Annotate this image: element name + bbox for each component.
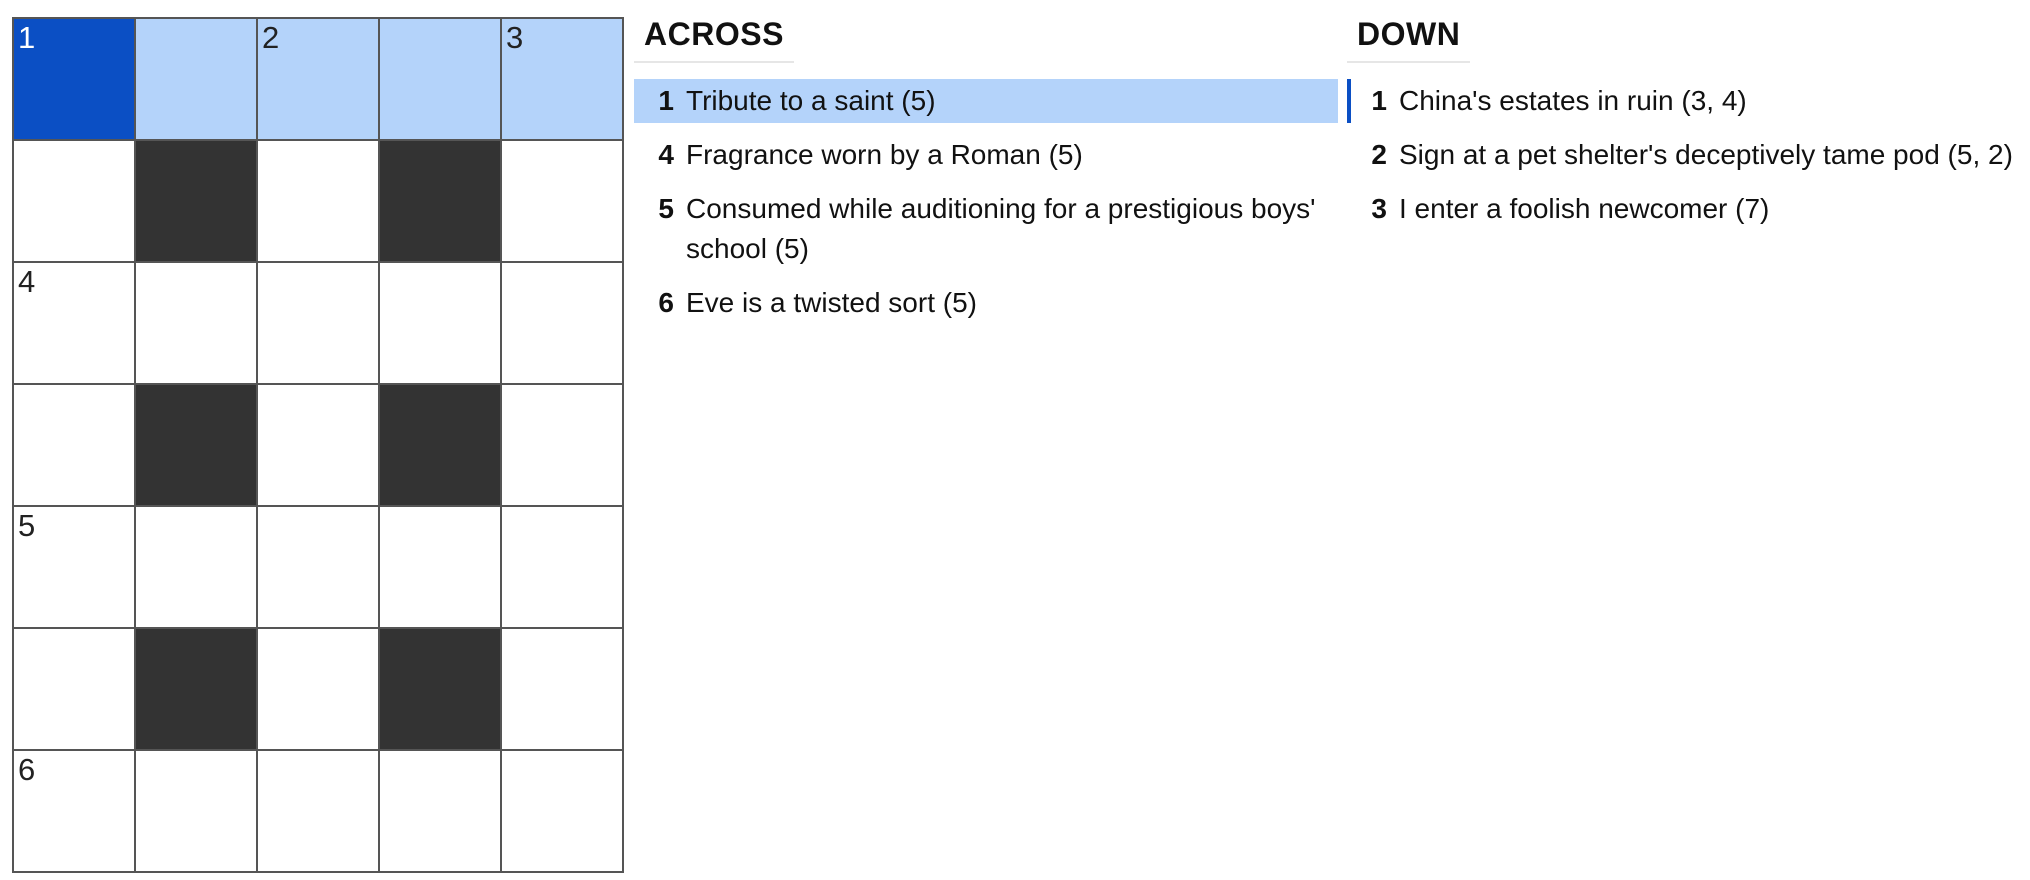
grid-cell[interactable] xyxy=(14,751,134,871)
clue-number: 6 xyxy=(658,287,674,318)
across-clue-5[interactable] xyxy=(634,187,1338,271)
grid-cell[interactable] xyxy=(502,507,622,627)
cell-number: 3 xyxy=(506,20,524,55)
across-clue-6[interactable] xyxy=(634,281,1338,325)
down-clue-3[interactable] xyxy=(1347,187,2027,231)
grid-cell[interactable] xyxy=(258,507,378,627)
down-clue-1[interactable] xyxy=(1347,79,2027,123)
across-clues-panel xyxy=(634,14,1338,335)
clue-text: Sign at a pet shelter's deceptively tame pod (5, 2) xyxy=(1399,139,2013,170)
black-square xyxy=(380,629,500,749)
across-clue-4[interactable] xyxy=(634,133,1338,177)
clue-text: Tribute to a saint (5) xyxy=(686,85,936,116)
down-heading: DOWN xyxy=(1347,14,1470,63)
grid-cell[interactable] xyxy=(258,385,378,505)
crossword-grid xyxy=(12,17,624,873)
grid-cell[interactable] xyxy=(14,629,134,749)
clue-text: I enter a foolish newcomer (7) xyxy=(1399,193,1770,224)
grid-cell[interactable] xyxy=(380,19,500,139)
cell-number: 5 xyxy=(18,508,36,543)
down-clue-list xyxy=(1347,79,2027,231)
grid-cell[interactable] xyxy=(258,263,378,383)
clue-number: 1 xyxy=(1371,85,1387,116)
grid-cell[interactable] xyxy=(136,19,256,139)
grid-cell[interactable] xyxy=(14,507,134,627)
clue-number: 5 xyxy=(658,193,674,224)
across-clue-1[interactable] xyxy=(634,79,1338,123)
clue-number: 2 xyxy=(1371,139,1387,170)
across-clue-list xyxy=(634,79,1338,325)
grid-cell[interactable] xyxy=(258,629,378,749)
clue-number: 3 xyxy=(1371,193,1387,224)
grid-cell[interactable] xyxy=(14,385,134,505)
clue-text: Fragrance worn by a Roman (5) xyxy=(686,139,1083,170)
grid-cell[interactable] xyxy=(380,263,500,383)
black-square xyxy=(136,385,256,505)
cell-number: 1 xyxy=(18,20,36,55)
across-heading: ACROSS xyxy=(634,14,794,63)
cell-number: 2 xyxy=(262,20,280,55)
grid-cell[interactable] xyxy=(380,507,500,627)
down-clues-panel xyxy=(1347,14,2027,241)
grid-cell[interactable] xyxy=(14,141,134,261)
grid-cell[interactable] xyxy=(258,141,378,261)
grid-cell[interactable] xyxy=(502,751,622,871)
grid-cell[interactable] xyxy=(380,751,500,871)
clue-text: Eve is a twisted sort (5) xyxy=(686,287,977,318)
black-square xyxy=(380,385,500,505)
grid-cell[interactable] xyxy=(502,629,622,749)
clue-number: 1 xyxy=(658,85,674,116)
grid-cell-selected[interactable] xyxy=(14,19,134,139)
grid-cell[interactable] xyxy=(502,141,622,261)
grid-cell[interactable] xyxy=(502,263,622,383)
clue-text: China's estates in ruin (3, 4) xyxy=(1399,85,1747,116)
grid-cell[interactable] xyxy=(136,751,256,871)
clue-number: 4 xyxy=(658,139,674,170)
grid-cell[interactable] xyxy=(14,263,134,383)
down-clue-2[interactable] xyxy=(1347,133,2027,177)
grid-cell[interactable] xyxy=(258,751,378,871)
cell-number: 6 xyxy=(18,752,36,787)
grid-cell[interactable] xyxy=(136,507,256,627)
black-square xyxy=(136,141,256,261)
cell-number: 4 xyxy=(18,264,36,299)
grid-cell[interactable] xyxy=(136,263,256,383)
grid-cell[interactable] xyxy=(258,19,378,139)
grid-cell[interactable] xyxy=(502,19,622,139)
black-square xyxy=(136,629,256,749)
black-square xyxy=(380,141,500,261)
grid-cell[interactable] xyxy=(502,385,622,505)
clue-text: Consumed while auditioning for a prestigious boys' school (5) xyxy=(686,193,1316,264)
